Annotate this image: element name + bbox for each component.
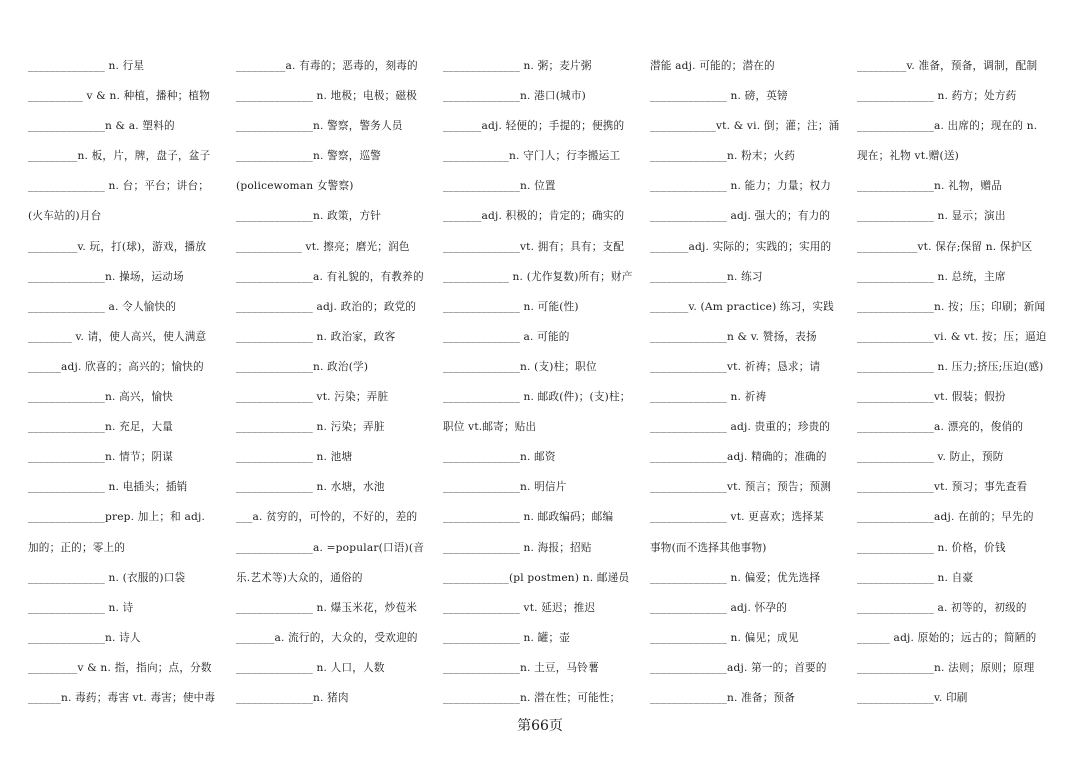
vocab-entry: _________v. 准备，预备，调制，配制 bbox=[857, 60, 1038, 72]
vocab-entry: ______________ n. 政治家，政客 bbox=[236, 330, 396, 343]
vocab-entry: (火车站的)月台 bbox=[28, 210, 102, 223]
vocab-entry: _______adj. 轻便的；手提的；便携的 bbox=[443, 120, 625, 133]
vocab-entry: ______________n. 练习 bbox=[650, 270, 763, 283]
vocab-entry: _________n. 板，片，牌，盘子，盆子 bbox=[28, 150, 211, 163]
vocab-entry: ______________ vt. 更喜欢；选择某 bbox=[650, 511, 824, 524]
vocab-entry: ______________n. 明信片 bbox=[443, 481, 567, 494]
vocab-entry: ______________adj. 第一的；首要的 bbox=[650, 661, 827, 674]
vocab-entry: (policewoman 女警察) bbox=[236, 180, 354, 193]
vocab-entry: ______________ n. 自豪 bbox=[857, 571, 974, 584]
vocab-entry: ______________n. 政策，方针 bbox=[236, 210, 382, 223]
vocab-entry: ______________n. 准备；预备 bbox=[650, 691, 796, 704]
vocab-entry: ______________a. 有礼貌的，有教养的 bbox=[236, 270, 424, 283]
vocab-entry: ______________a. 出席的；现在的 n. bbox=[857, 120, 1038, 133]
vocab-entry: ______________ n. 邮政编码；邮编 bbox=[443, 511, 614, 524]
vocab-entry: 乐.艺术等)大众的，通俗的 bbox=[236, 571, 363, 584]
vocab-entry: ______________ n. 罐；壶 bbox=[443, 631, 571, 644]
vocab-entry: ______________n. 情节；阴谋 bbox=[28, 451, 174, 464]
vocab-entry: ______________ n. 污染；弄脏 bbox=[236, 421, 385, 434]
vocab-entry: ______________n & a. 塑料的 bbox=[28, 120, 175, 133]
vocab-entry: _______adj. 实际的；实践的；实用的 bbox=[650, 240, 832, 253]
vocab-entry: ______________ n. 总统，主席 bbox=[857, 270, 1006, 283]
vocab-entry: ______________vt. 祈祷；恳求；请 bbox=[650, 360, 821, 373]
vocab-entry: ______________n. 按；压；印刷；新闻 bbox=[857, 300, 1046, 313]
vocab-entry: ______________ a. 可能的 bbox=[443, 330, 570, 343]
vocab-entry: ______________ n. 能力；力量；权力 bbox=[650, 180, 832, 193]
vocab-entry: ______________n. 警察，警务人员 bbox=[236, 120, 403, 133]
vocab-entry: ______________n. 潜在性；可能性； bbox=[443, 691, 621, 704]
vocab-entry: ______________ n. 台；平台；讲台； bbox=[28, 180, 210, 193]
vocab-column-2 bbox=[236, 51, 441, 713]
vocab-entry: ________ v. 请，使人高兴，使人满意 bbox=[28, 330, 207, 343]
vocab-entry: _________v & n. 指，指向；点，分数 bbox=[28, 661, 212, 674]
vocab-entry: ______________ n. 海报；招贴 bbox=[443, 541, 592, 554]
vocab-entry: ______________vt. 假装；假扮 bbox=[857, 391, 1006, 404]
vocab-entry: __________ v & n. 种植，播种；植物 bbox=[28, 90, 210, 103]
vocab-entry: ______________ n. 磅，英镑 bbox=[650, 90, 788, 103]
vocab-entry: ______________n. 法则；原则；原理 bbox=[857, 661, 1035, 674]
vocab-entry: ______ adj. 原始的；远古的；简陋的 bbox=[857, 631, 1037, 644]
vocab-entry: ______________n. 高兴，愉快 bbox=[28, 391, 174, 404]
vocab-entry: ______________ n. 行星 bbox=[28, 60, 145, 72]
vocab-entry: ______________ n. 偏爱；优先选择 bbox=[650, 571, 821, 584]
vocab-entry: ______________n. (支)柱；职位 bbox=[443, 360, 597, 373]
vocab-entry: ______________vt. 拥有；具有；支配 bbox=[443, 240, 625, 253]
vocab-entry: ______________n. 诗人 bbox=[28, 631, 141, 644]
vocab-entry: ____________ n. (尤作复数)所有；财产 bbox=[443, 270, 633, 283]
vocab-entry: ______________ a. 初等的，初级的 bbox=[857, 601, 1027, 614]
vocab-entry: ______________ n. 诗 bbox=[28, 601, 134, 614]
vocab-entry: ______________n. 操场，运动场 bbox=[28, 270, 184, 283]
vocab-entry: ______________n. 充足，大量 bbox=[28, 421, 174, 434]
vocab-entry: 职位 vt.邮寄；贴出 bbox=[443, 421, 537, 434]
vocab-entry: 加的；正的；零上的 bbox=[28, 541, 126, 554]
vocab-entry: ______________ vt. 污染；弄脏 bbox=[236, 391, 389, 404]
vocab-entry: _______v. (Am practice) 练习，实践 bbox=[650, 300, 834, 313]
vocab-entry: ______n. 毒药；毒害 vt. 毒害；使中毒 bbox=[28, 691, 216, 704]
vocab-entry: ____________(pl postmen) n. 邮递员 bbox=[443, 571, 630, 584]
vocab-entry: 潜能 adj. 可能的；潜在的 bbox=[650, 60, 775, 72]
vocab-entry: 事物(而不选择其他事物) bbox=[650, 541, 767, 554]
vocab-entry: ______________ n. 显示；演出 bbox=[857, 210, 1006, 223]
vocab-entry: ______________ adj. 政治的；政党的 bbox=[236, 300, 417, 313]
vocab-entry: ______________n. 邮资 bbox=[443, 451, 556, 464]
vocab-entry: ______________ v. 防止，预防 bbox=[857, 451, 1004, 464]
vocab-entry: ___________vt. 保存;保留 n. 保护区 bbox=[857, 240, 1033, 253]
vocab-entry: ______________n. 位置 bbox=[443, 180, 556, 193]
vocab-column-1 bbox=[28, 51, 233, 713]
vocab-entry: ____________n. 守门人；行李搬运工 bbox=[443, 150, 621, 163]
vocab-entry: ______________a. =popular(口语)(音 bbox=[236, 541, 424, 554]
vocab-entry: ______________ n. 池塘 bbox=[236, 451, 353, 464]
vocab-entry: ______________ n. 可能(性) bbox=[443, 300, 579, 313]
vocab-entry: ______________ vt. 延迟；推迟 bbox=[443, 601, 596, 614]
vocab-entry: ______________vi. & vt. 按；压；逼迫 bbox=[857, 330, 1047, 343]
vocab-entry: _________a. 有毒的；恶毒的，刻毒的 bbox=[236, 60, 418, 72]
vocab-entry: ______________vt. 预言；预告；预测 bbox=[650, 481, 832, 494]
vocab-entry: ______________ adj. 强大的；有力的 bbox=[650, 210, 831, 223]
vocab-entry: ______________adj. 在前的；早先的 bbox=[857, 511, 1034, 524]
vocab-entry: ______________n. 政治(学) bbox=[236, 360, 369, 373]
vocab-entry: ______________ n. 粥；麦片粥 bbox=[443, 60, 592, 72]
vocab-entry: ______________ n. 地极；电极；磁极 bbox=[236, 90, 418, 103]
vocab-entry: ___a. 贫穷的，可怜的，不好的，差的 bbox=[236, 511, 418, 524]
vocab-entry: _______a. 流行的，大众的，受欢迎的 bbox=[236, 631, 418, 644]
vocab-entry: ______________vt. 预习；事先查看 bbox=[857, 481, 1028, 494]
vocab-entry: ______adj. 欣喜的；高兴的；愉快的 bbox=[28, 360, 204, 373]
vocab-entry: ____________vt. & vi. 倒；灌；注；涌 bbox=[650, 120, 840, 133]
vocab-entry: ______________n. 粉末；火药 bbox=[650, 150, 796, 163]
vocab-entry: ______________ n. 药方；处方药 bbox=[857, 90, 1017, 103]
vocab-column-3 bbox=[443, 51, 648, 713]
page-number: 第66页 bbox=[517, 718, 563, 734]
vocab-column-5 bbox=[857, 51, 1062, 713]
vocab-entry: ______________ adj. 贵重的；珍贵的 bbox=[650, 421, 831, 434]
vocab-entry: ______________ n. 偏见；成见 bbox=[650, 631, 799, 644]
vocab-entry: ______________prep. 加上；和 adj. bbox=[28, 511, 206, 524]
vocab-entry: ______________ n. 祈祷 bbox=[650, 391, 767, 404]
vocab-entry: ______________ n. 人口，人数 bbox=[236, 661, 385, 674]
vocab-entry: ______________ n. (衣服的)口袋 bbox=[28, 571, 186, 584]
vocab-entry: ______________v. 印刷 bbox=[857, 691, 968, 704]
vocab-entry: ______________n & v. 赞扬，表扬 bbox=[650, 330, 817, 343]
vocab-entry: ______________n. 港口(城市) bbox=[443, 90, 586, 103]
vocab-entry: ______________ n. 水塘，水池 bbox=[236, 481, 385, 494]
vocab-entry: ______________ a. 令人愉快的 bbox=[28, 300, 177, 313]
vocab-entry: ______________ n. 价格，价钱 bbox=[857, 541, 1006, 554]
vocab-entry: 现在；礼物 vt.赠(送) bbox=[857, 150, 959, 163]
vocab-column-4 bbox=[650, 51, 855, 713]
vocab-entry: _______adj. 积极的；肯定的；确实的 bbox=[443, 210, 625, 223]
vocab-entry: ____________ vt. 擦亮；磨光；润色 bbox=[236, 240, 410, 253]
vocab-entry: ______________ adj. 怀孕的 bbox=[650, 601, 788, 614]
vocab-entry: ______________n. 礼物，赠品 bbox=[857, 180, 1003, 193]
vocab-entry: ______________n. 警察，巡警 bbox=[236, 150, 382, 163]
vocab-entry: ______________ n. 压力;挤压;压迫(感) bbox=[857, 360, 1044, 373]
vocab-entry: ______________adj. 精确的；准确的 bbox=[650, 451, 827, 464]
vocab-entry: ______________a. 漂亮的，俊俏的 bbox=[857, 421, 1024, 434]
vocab-entry: ______________n. 土豆，马铃薯 bbox=[443, 661, 599, 674]
vocab-entry: _________v. 玩，打(球)，游戏，播放 bbox=[28, 240, 207, 253]
vocab-entry: ______________n. 猪肉 bbox=[236, 691, 349, 704]
vocab-entry: ______________ n. 电插头；插销 bbox=[28, 481, 188, 494]
vocab-entry: ______________ n. 爆玉米花，炒苞米 bbox=[236, 601, 418, 614]
vocab-entry: ______________ n. 邮政(件)；(支)柱； bbox=[443, 391, 631, 404]
